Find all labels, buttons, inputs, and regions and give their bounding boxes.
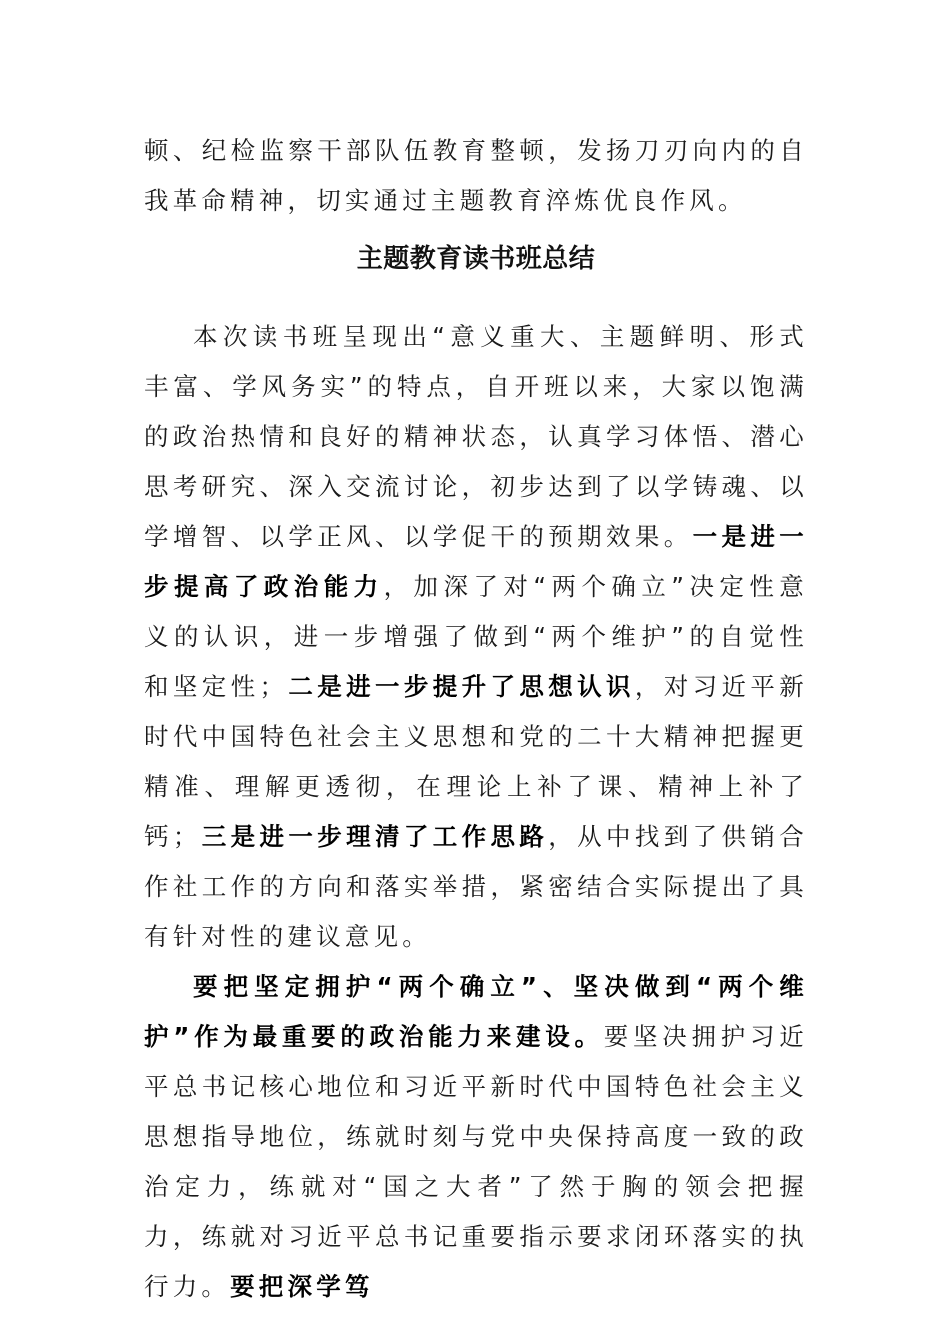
page-title: 主题教育读书班总结 xyxy=(356,244,596,274)
bold-point-one: 一是进一步提高了政治能力 xyxy=(144,522,808,601)
summary-paragraph xyxy=(144,312,808,962)
paragraph-text: ，加深了对“两个确立”决定性意义的认识，进一步增强了做到“两个维护”的自觉性和坚定性； xyxy=(144,572,808,701)
paragraph-text: 要坚决拥护习近平总书记核心地位和习近平新时代中国特色社会主义思想指导地位，练就时刻与党中央保持高度一致的政治定力，练就对“国之大者”了然于胸的领会把握力，练就对习近平总书记重要指示要求闭环落实的执行力。 xyxy=(144,1022,808,1301)
continuation-paragraph: 顿、纪检监察干部队伍教育整顿，发扬刀刃向内的自我革命精神，切实通过主题教育淬炼优良作风。 xyxy=(144,136,808,215)
bold-heading-sentence: 要把坚定拥护“两个确立”、坚决做到“两个维护”作为最重要的政治能力来建设。 xyxy=(144,972,808,1051)
bold-point-three: 三是进一步理清了工作思路 xyxy=(201,822,549,851)
bold-trailing-sentence: 要把深学笃 xyxy=(230,1272,374,1301)
paragraph-text: 本次读书班呈现出“意义重大、主题鲜明、形式丰富、学风务实”的特点，自开班以来，大家以饱满的政治热情和良好的精神状态，认真学习体悟、潜心思考研究、深入交流讨论，初步达到了以学铸魂、以学增智、以学正风、以学促干的预期效果。 xyxy=(144,322,808,551)
political-ability-paragraph xyxy=(144,962,808,1312)
document-body xyxy=(144,126,808,1312)
paragraph-text: ，对习近平新时代中国特色社会主义思想和党的二十大精神把握更精准、理解更透彻，在理论上补了课、精神上补了钙； xyxy=(144,672,809,851)
paragraph-text: ，从中找到了供销合作社工作的方向和落实举措，紧密结合实际提出了具有针对性的建议意见。 xyxy=(144,822,808,951)
bold-point-two: 二是进一步提升了思想认识 xyxy=(288,672,635,701)
